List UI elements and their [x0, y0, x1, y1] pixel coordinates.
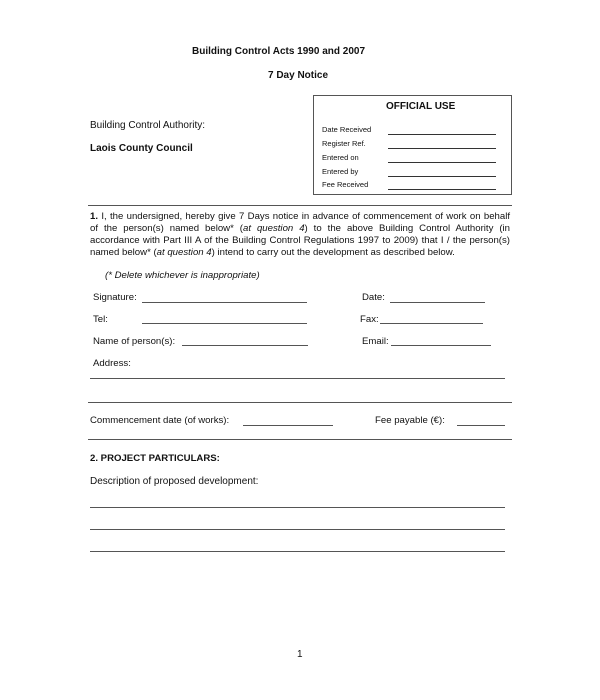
- divider: [88, 205, 512, 206]
- name-line[interactable]: [182, 345, 308, 346]
- italic-ref: at question 4: [156, 247, 212, 258]
- field-label: Fee Received: [322, 180, 369, 189]
- email-label: Email:: [362, 336, 389, 347]
- field-label: Entered by: [322, 167, 359, 176]
- description-label: Description of proposed development:: [90, 476, 259, 487]
- date-received-line[interactable]: [388, 134, 496, 135]
- entered-by-line[interactable]: [388, 176, 496, 177]
- official-use-title: OFFICIAL USE: [386, 101, 456, 112]
- delete-note: (* Delete whichever is inappropriate): [105, 270, 260, 281]
- italic-ref: at question 4: [243, 223, 305, 234]
- tel-label: Tel:: [93, 314, 108, 325]
- address-line[interactable]: [90, 378, 505, 379]
- entered-on-line[interactable]: [388, 162, 496, 163]
- official-row-register-ref: [322, 139, 366, 148]
- tel-line[interactable]: [142, 323, 307, 324]
- fax-line[interactable]: [380, 323, 483, 324]
- description-line[interactable]: [90, 529, 505, 530]
- field-label: Date Received: [322, 125, 372, 134]
- name-label: Name of person(s):: [93, 336, 176, 347]
- official-row-date-received: [322, 125, 371, 134]
- text: ) intend to carry out the development as described below.: [211, 247, 455, 258]
- description-line[interactable]: [90, 551, 505, 552]
- official-row-entered-on: [322, 153, 359, 162]
- document-subtitle: 7 Day Notice: [268, 70, 329, 81]
- divider: [88, 402, 512, 403]
- fee-received-line[interactable]: [388, 189, 496, 190]
- date-label: Date:: [362, 292, 385, 303]
- section2-heading: 2. PROJECT PARTICULARS:: [90, 453, 220, 464]
- register-ref-line[interactable]: [388, 148, 496, 149]
- field-label: Register Ref.: [322, 139, 366, 148]
- document-title: Building Control Acts 1990 and 2007: [192, 46, 366, 57]
- official-use-box: [313, 95, 512, 195]
- commencement-line[interactable]: [243, 425, 333, 426]
- commencement-label: Commencement date (of works):: [90, 415, 230, 426]
- email-line[interactable]: [391, 345, 491, 346]
- signature-line[interactable]: [142, 302, 307, 303]
- authority-name: Laois County Council: [90, 143, 193, 154]
- signature-label: Signature:: [93, 292, 137, 303]
- text: ) to the above Building Control Authority (in accordance with Part III A of the Building Control Regulations 1997 to 2009) that I / the person(s) named below* (: [90, 223, 510, 258]
- fee-label: Fee payable (€):: [375, 415, 445, 426]
- authority-label: Building Control Authority:: [90, 120, 206, 131]
- description-line[interactable]: [90, 507, 505, 508]
- date-line[interactable]: [390, 302, 485, 303]
- page-number: 1: [297, 649, 303, 660]
- text: I, the undersigned, hereby give 7 Days notice in advance of commencement of work on behalf of the person(s) named below* (: [90, 211, 510, 234]
- fee-line[interactable]: [457, 425, 505, 426]
- section1-paragraph: [90, 211, 510, 259]
- field-label: Entered on: [322, 153, 359, 162]
- fax-label: Fax:: [360, 314, 379, 325]
- official-row-entered-by: [322, 167, 358, 176]
- address-label: Address:: [93, 358, 131, 369]
- section-number: 1.: [90, 211, 99, 222]
- divider: [88, 439, 512, 440]
- official-row-fee-received: [322, 180, 368, 189]
